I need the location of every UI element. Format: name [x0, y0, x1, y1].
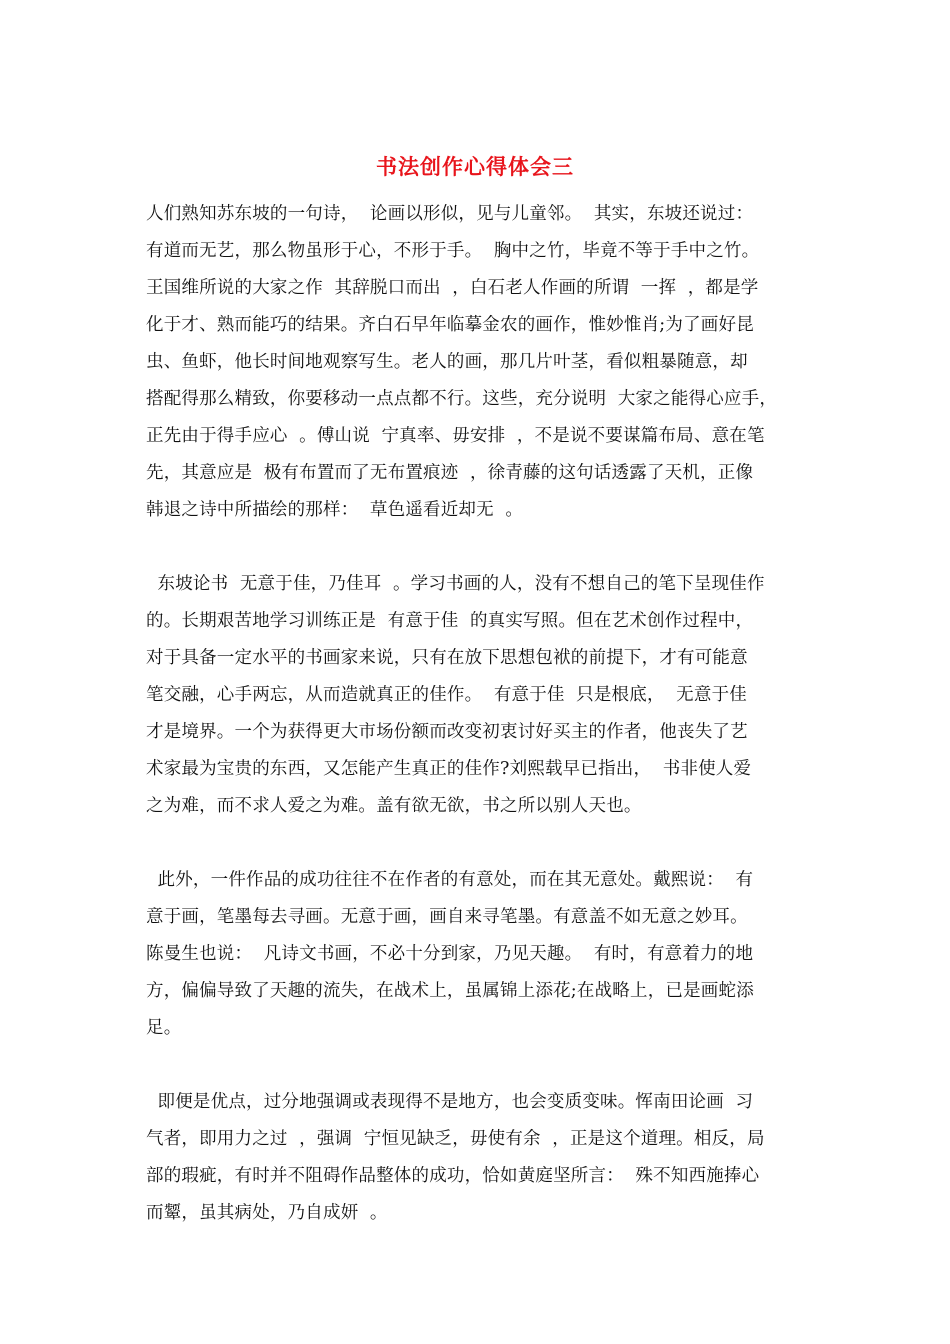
text-line: 意于画，笔墨每去寻画。无意于画，画自来寻笔墨。有意盖不如无意之妙耳。	[146, 907, 748, 927]
text-line: 化于才、熟而能巧的结果。齐白石早年临摹金农的画作，惟妙惟肖;为了画好昆	[146, 315, 754, 335]
text-line: 韩退之诗中所描绘的那样： 草色遥看近却无 。	[146, 500, 524, 520]
text-line: 而颦，虽其病处，乃自成妍 。	[146, 1203, 388, 1223]
paragraph-4	[146, 1084, 846, 1232]
text-line: 对于具备一定水平的书画家来说，只有在放下思想包袱的前提下，才有可能意	[146, 648, 748, 668]
text-line: 正先由于得手应心 。傅山说 宁真率、毋安排 ，不是说不要谋篇布局、意在笔	[146, 426, 765, 446]
text-line: 才是境界。一个为获得更大市场份额而改变初衷讨好买主的作者，他丧失了艺	[146, 722, 748, 742]
text-line: 术家最为宝贵的东西，又怎能产生真正的佳作?刘熙载早已指出， 书非使人爱	[146, 759, 752, 779]
text-line: 方，偏偏导致了天趣的流失，在战术上，虽属锦上添花;在战略上，已是画蛇添	[146, 981, 754, 1001]
paragraph-2	[146, 566, 846, 825]
text-line: 陈曼生也说： 凡诗文书画，不必十分到家，乃见天趣。 有时，有意着力的地	[146, 944, 754, 964]
text-line: 搭配得那么精致，你要移动一点点都不行。这些，充分说明 大家之能得心应手，	[146, 389, 778, 409]
text-line: 之为难，而不求人爱之为难。盖有欲无欲，书之所以别人天也。	[146, 796, 642, 816]
text-line: 东坡论书 无意于佳，乃佳耳 。学习书画的人，没有不想自己的笔下呈现佳作	[146, 574, 765, 594]
text-line: 虫、鱼虾，他长时间地观察写生。老人的画，那几片叶茎，看似粗暴随意，却	[146, 352, 748, 372]
text-line: 人们熟知苏东坡的一句诗， 论画以形似，见与儿童邻。 其实，东坡还说过：	[146, 204, 754, 224]
paragraph-3	[146, 862, 846, 1047]
paragraph-1	[146, 196, 846, 529]
text-line: 王国维所说的大家之作 其辞脱口而出 ，白石老人作画的所谓 一挥 ，都是学	[146, 278, 759, 298]
text-line: 有道而无艺，那么物虽形于心，不形于手。 胸中之竹，毕竟不等于手中之竹。	[146, 241, 760, 261]
text-line: 气者，即用力之过 ，强调 宁恒见缺乏，毋使有余 ，正是这个道理。相反，局	[146, 1129, 765, 1149]
paragraph-spacer	[146, 529, 846, 566]
text-line: 即便是优点，过分地强调或表现得不是地方，也会变质变味。恽南田论画 习	[146, 1092, 754, 1112]
paragraph-spacer	[146, 825, 846, 862]
text-line: 部的瑕疵，有时并不阻碍作品整体的成功，恰如黄庭坚所言： 殊不知西施捧心	[146, 1166, 760, 1186]
text-line: 先，其意应是 极有布置而了无布置痕迹 ，徐青藤的这句话透露了天机，正像	[146, 463, 754, 483]
text-line: 足。	[146, 1018, 182, 1038]
document-body	[146, 196, 846, 1232]
text-line: 笔交融，心手两忘，从而造就真正的佳作。 有意于佳 只是根底， 无意于佳	[146, 685, 747, 705]
document-title: 书法创作心得体会三	[376, 155, 574, 179]
text-line: 的。长期艰苦地学习训练正是 有意于佳 的真实写照。但在艺术创作过程中，	[146, 611, 754, 631]
text-line: 此外，一件作品的成功往往不在作者的有意处，而在其无意处。戴熙说： 有	[146, 870, 754, 890]
paragraph-spacer	[146, 1047, 846, 1084]
